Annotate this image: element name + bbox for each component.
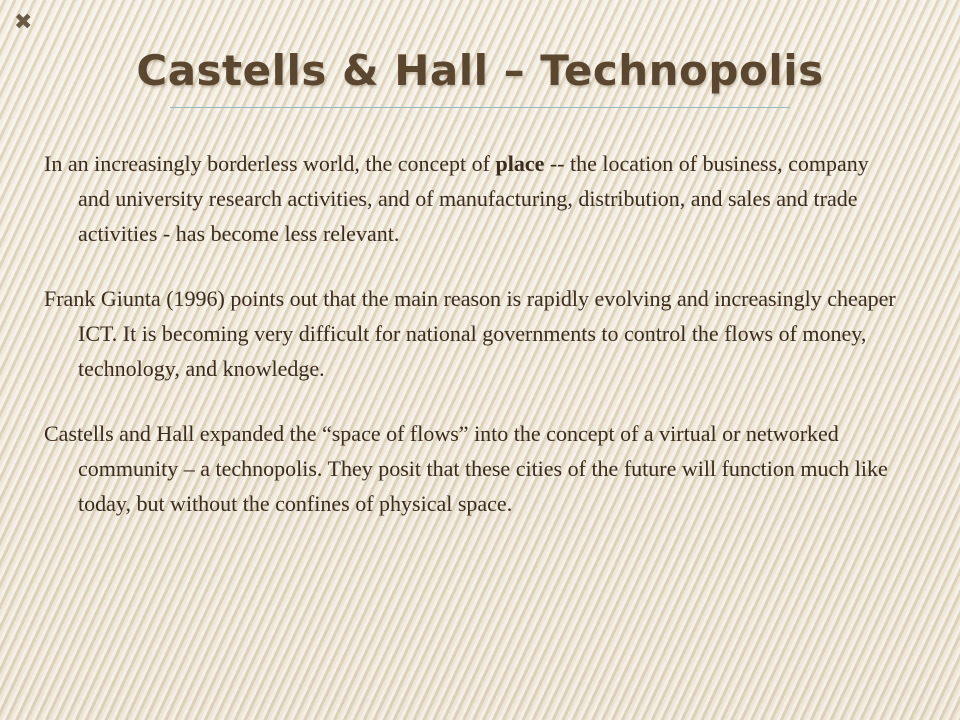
paragraph-place-before: In an increasingly borderless world, the concept of [44,151,496,176]
slide-title: Castells & Hall – Technopolis [136,46,824,95]
paragraph-place-bold: place [495,151,545,176]
paragraph-giunta: Frank Giunta (1996) points out that the main reason is rapidly evolving and increasingly cheaper ICT. It is becoming very difficult for national governments to control the flows of money, technology, and knowledge. [44,286,896,381]
paragraph-place [44,146,904,251]
paragraph-castells-hall: Castells and Hall expanded the “space of flows” into the concept of a virtual or networked community – a technopolis. They posit that these cities of the future will function much like today, but without the confines of physical space. [44,421,888,516]
paragraph-place-after: -- the location of business, company and university research activities, and of manufacturing, distribution, and sales and trade activities - has become less relevant. [78,151,869,246]
title-divider [170,107,790,108]
corner-x-icon: ✖ [14,10,33,35]
slide-body [44,146,904,551]
